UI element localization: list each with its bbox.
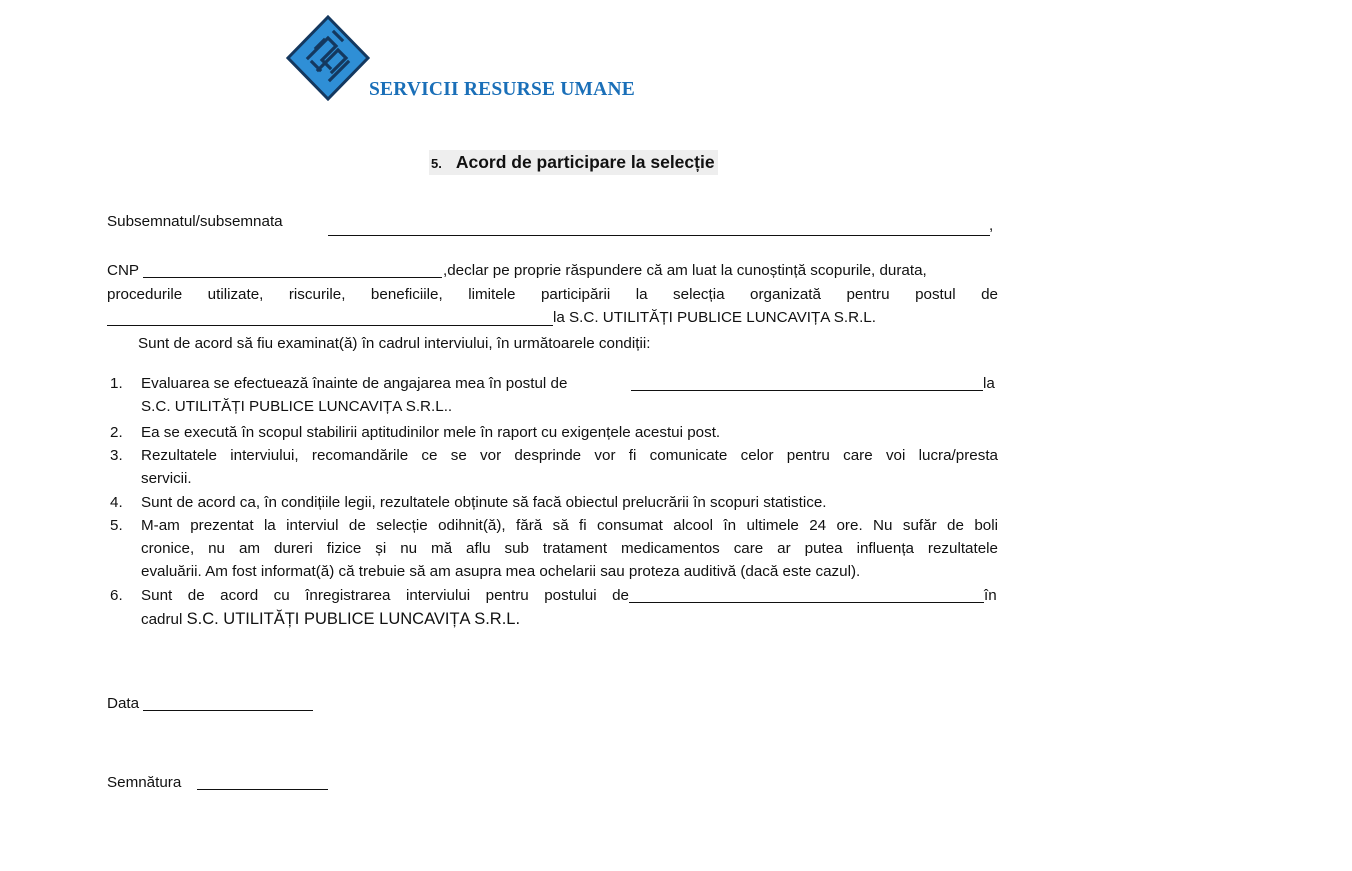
item-number: 6. [110,587,123,604]
declaration-line-2: procedurile utilizate, riscurile, beneficiile, limitele participării la selecția organizată pentru postul de [107,286,998,303]
section-number: 5. [431,156,442,171]
declaration-line-3: la S.C. UTILITĂȚI PUBLICE LUNCAVIȚA S.R.L. [553,309,876,326]
item-2-text: Ea se execută în scopul stabilirii aptitudinilor mele în raport cu exigențele acestui post. [141,424,721,441]
item-5-line-3: evaluării. Am fost informat(ă) că trebuie să am asupra mea ochelarii sau proteza auditivă (dacă este cazul). [141,563,861,580]
item-5-line-2: cronice, nu am dureri fizice și nu mă aflu sub tratament medicamentos care ar putea influența rezultatele [141,540,998,557]
position-fill-line[interactable] [107,325,553,326]
item-6-cadrul: cadrul [141,611,183,628]
item-number: 3. [110,447,123,464]
signature-fill-line[interactable] [197,789,328,790]
agreement-intro: Sunt de acord să fiu examinat(ă) în cadrul interviului, în următoarele condiții: [138,335,651,352]
item-1-text: Evaluarea se efectuează înainte de angajarea mea în postul de [141,375,568,392]
name-label: Subsemnatul/subsemnata [107,213,283,230]
declaration-line-1: ,declar pe proprie răspundere că am luat la cunoștință scopurile, durata, [443,262,927,279]
item-3-text: Rezultatele interviului, recomandările ce se vor desprinde vor fi comunicate celor pentru care voi lucra/presta [141,447,998,464]
title-text: Acord de participare la selecție [455,152,715,172]
name-fill-line[interactable] [328,235,990,236]
date-label: Data [107,695,140,712]
item-5-line-1: M-am prezentat la interviul de selecție odihnit(ă), fără să fi consumat alcool în ultimele 24 ore. Nu sufăr de boli [141,517,998,534]
item-number: 1. [110,375,123,392]
item-6-position-line[interactable] [629,602,984,603]
item-1-position-line[interactable] [631,390,983,391]
item-number: 4. [110,494,123,511]
item-6-company-line [141,610,520,629]
item-3-text-cont: servicii. [141,470,192,487]
item-1-la: la [983,375,995,392]
cnp-label: CNP [107,262,140,279]
company-logo [286,15,370,101]
cnp-fill-line[interactable] [143,277,442,278]
item-number: 5. [110,517,123,534]
item-4-text: Sunt de acord ca, în condițiile legii, rezultatele obținute să facă obiectul prelucrării în scopuri statistice. [141,494,827,511]
item-6-in: în [984,587,997,604]
document-title [429,150,718,175]
date-fill-line[interactable] [143,710,313,711]
item-number: 2. [110,424,123,441]
item-6-company: S.C. UTILITĂȚI PUBLICE LUNCAVIȚA S.R.L. [186,610,521,628]
name-comma: , [989,217,994,234]
organization-name: SERVICII RESURSE UMANE [369,79,635,100]
signature-label: Semnătura [107,774,182,791]
item-1-company: S.C. UTILITĂȚI PUBLICE LUNCAVIȚA S.R.L.. [141,398,453,415]
item-6-text: Sunt de acord cu înregistrarea interviului pentru postului de [141,587,629,604]
